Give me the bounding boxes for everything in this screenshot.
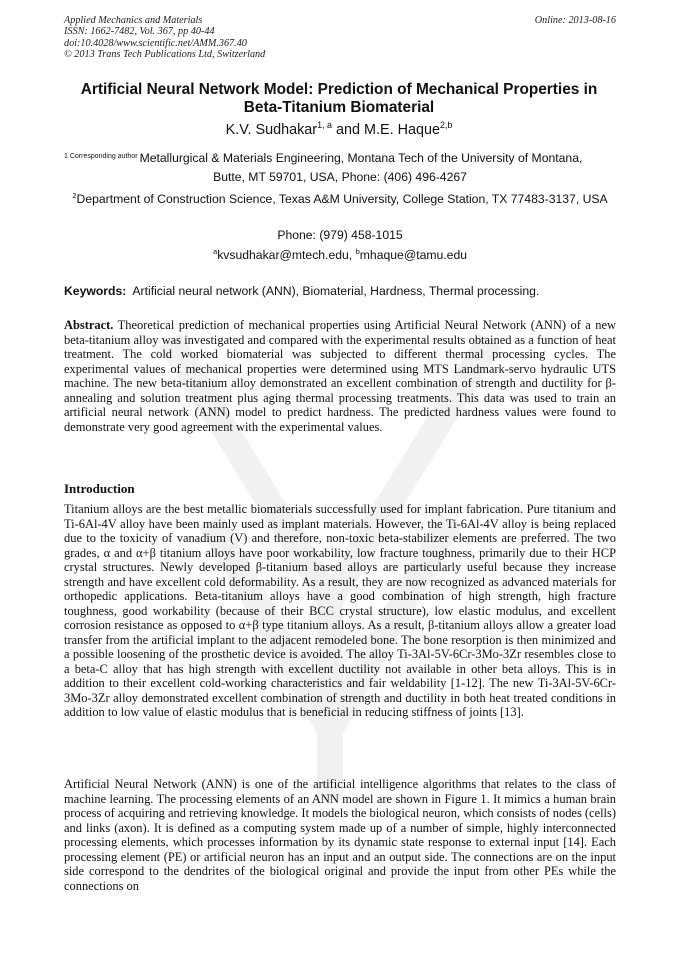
paper-title: Artificial Neural Network Model: Prediction of Mechanical Properties in Beta-Titanium Biomaterial: [80, 81, 598, 116]
keywords: Keywords: Artificial neural network (ANN), Biomaterial, Hardness, Thermal processing.: [64, 284, 540, 298]
doi: doi:10.4028/www.scientific.net/AMM.367.40: [64, 37, 247, 49]
journal-header: [64, 15, 616, 61]
abstract: [64, 318, 616, 434]
copyright: © 2013 Trans Tech Publications Ltd, Switzerland: [64, 49, 266, 61]
issn: ISSN: 1662-7482, Vol. 367, pp 40-44: [64, 26, 215, 38]
affiliation-1: $^{1 Corresponding author}$ Metallurgical & Materials Engineering, Montana Tech of the University of Montana,: [64, 151, 583, 165]
intro-paragraph-2: Artificial Neural Network (ANN) is one of the artificial intelligence algorithms that relates to the class of machine learning. The processing elements of an ANN model are shown in Figure 1. It mimics a human brain process of acquiring and retrieving knowledge. It models the biological neuron, which consists of nodes (cells) and links (axon). It is defined as a computing system made up of a number of simple, highly interconnected processing elements, which processes information by its dynamic state response to external input [14]. Each processing element (PE) or artificial neuron has an input and an output side. The connections are on the input side correspond to the dendrites of the biological original and provide the input from other PEs while the connections on: [64, 777, 616, 893]
author-list: K.V. Sudhakar$^{1, a}$ and M.E. Haque$^{2,b}$: [225, 120, 453, 138]
online-date: Online: 2013-08-16: [534, 15, 616, 26]
affiliation-2-phone: Phone: (979) 458-1015: [277, 228, 403, 242]
email-link-b[interactable]: mhaque@tamu.edu: [359, 248, 468, 262]
journal-name: Applied Mechanics and Materials: [64, 15, 203, 26]
intro-paragraph-1: Titanium alloys are the best metallic biomaterials successfully used for implant fabrication. Pure titanium and Ti-6Al-4V alloy have been mainly used as implant materials. However, the Ti-6Al-4V alloy is being replaced due to the toxicity of vanadium (V) and therefore, non-toxic beta-stabilizer elements are preferred. The two grades, α and α+β titanium alloys have poor workability, low fracture toughness, primarily due to their HCP crystal structures. Newly developed β-titanium based alloys are particularly useful because they increase strength and have excellent cold deformability. As a result, they are now recognized as advanced materials for orthopedic applications. Beta-titanium alloys have a good combination of high strength, high fracture toughness, good workability (because of their BCC crystal structure), low elastic modulus, and excellent corrosion resistance as opposed to α+β type titanium alloys. As a result, β-titanium alloys allow a greater load transfer from the artificial implant to the adjacent remodeled bone. The bone resorption is then minimized and a possible loosening of the prosthetic device is avoided. The alloy Ti-3Al-5V-6Cr-3Mo-3Zr resembles close to a beta-C alloy that has high strength with excellent ductility not available in other beta alloys. This is in addition to their excellent cold-working characteristics and fair weldability [1-12]. The new Ti-3Al-5V-6Cr-3Mo-3Zr alloy demonstrated excellent combination of strength and ductility in both heat treated conditions in addition to low value of elastic modulus that is beneficial in reducing stiffness of joints [13].: [64, 502, 616, 719]
affiliation-2: $^2$Department of Construction Science, Texas A&M University, College Station, TX 77483-3137, USA: [72, 190, 608, 206]
author-1: K.V. Sudhakar: [225, 122, 318, 138]
section-heading-introduction: Introduction: [64, 481, 135, 496]
email-link-a[interactable]: kvsudhakar@mtech.edu: [217, 248, 349, 262]
keywords-label: Keywords:: [64, 284, 127, 298]
corresponding-author-marker: 1 Corresponding author: [64, 153, 138, 160]
abstract-label: Abstract.: [64, 318, 114, 332]
abstract-text: Theoretical prediction of mechanical properties using Artificial Neural Network (ANN) of a new beta-titanium alloy was investigated and compared with the experimental results obtained as a function of heat treatment. The cold worked biomaterial was subjected to different thermal processing cycles. The experimental values of mechanical properties were determined using MTS Landmark-servo hydraulic UTS machine. The new beta-titanium alloy demonstrated an excellent combination of strength and ductility for β-annealing and solution treatment plus aging thermal processing treatments. This data was used to train an artificial neural network (ANN) model to predict hardness. The predicted hardness values were found to demonstrate very good agreement with the experimental values.: [64, 318, 616, 434]
author-emails: $^a$kvsudhakar@mtech.edu, $^b$mhaque@tamu.edu: [212, 246, 468, 262]
affiliation-1-address: Butte, MT 59701, USA, Phone: (406) 496-4267: [213, 170, 467, 184]
author-2: M.E. Haque: [363, 122, 440, 138]
